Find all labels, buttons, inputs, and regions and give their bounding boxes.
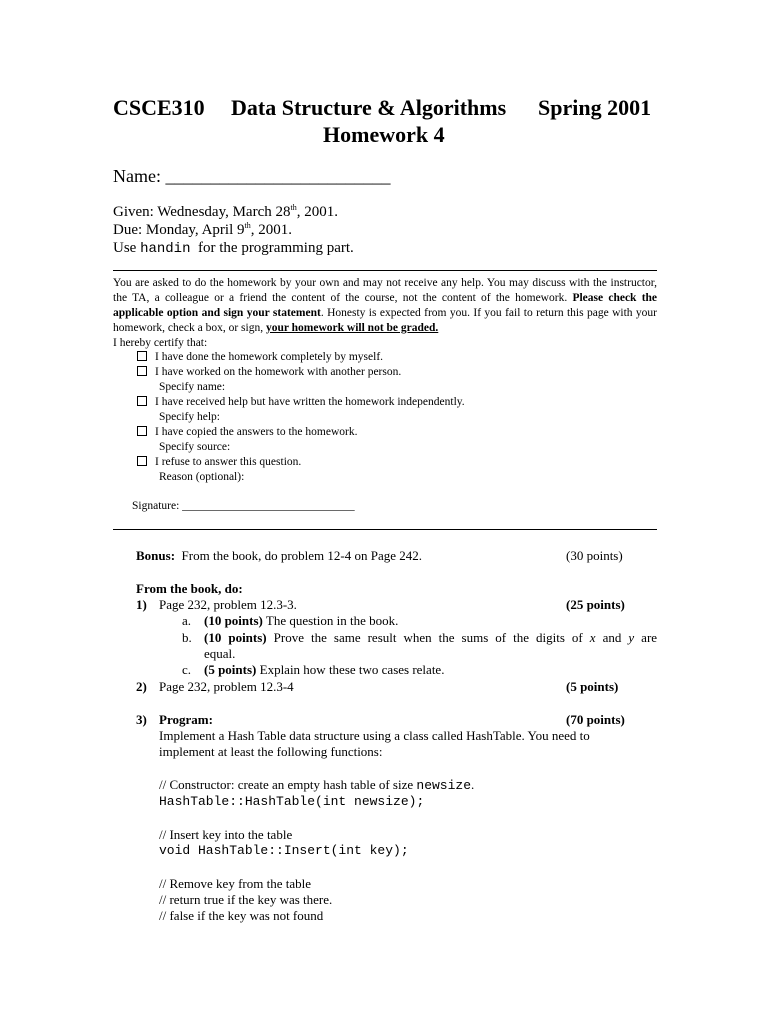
option-self[interactable]: I have done the homework completely by myself. <box>137 351 383 363</box>
divider-top <box>113 270 657 271</box>
problem-3-desc-1: Implement a Hash Table data structure using a class called HashTable. You need to <box>159 728 590 743</box>
remove-comment-1: // Remove key from the table <box>159 876 311 891</box>
remove-comment-2: // return true if the key was there. <box>159 892 333 907</box>
specify-name-label: Specify name: <box>159 381 226 393</box>
checkbox[interactable] <box>137 351 147 361</box>
checkbox[interactable] <box>137 426 147 436</box>
option-copied[interactable]: I have copied the answers to the homework. <box>137 426 357 438</box>
problem-2-text: Page 232, problem 12.3-4 <box>159 679 294 694</box>
bonus-points: (30 points) <box>566 548 623 563</box>
part-b-label: b. <box>182 630 192 645</box>
problem-1-points: (25 points) <box>566 597 625 612</box>
problem-3-number: 3) <box>136 712 147 727</box>
part-c-label: c. <box>182 662 192 677</box>
problem-3-label: Program: <box>159 712 213 727</box>
checkbox[interactable] <box>137 396 147 406</box>
problem-3-desc-2: implement at least the following functions: <box>159 744 383 759</box>
divider-bottom <box>113 529 657 530</box>
checkbox[interactable] <box>137 456 147 466</box>
certify-label: I hereby certify that: <box>113 337 208 349</box>
part-a-text: (10 points) The question in the book. <box>204 613 399 628</box>
remove-comment-3: // false if the key was not found <box>159 908 324 923</box>
reason-label: Reason (optional): <box>159 471 245 483</box>
problem-2-number: 2) <box>136 679 147 694</box>
part-a-label: a. <box>182 613 192 628</box>
constructor-comment: // Constructor: create an empty hash table of size newsize. <box>159 777 475 793</box>
specify-source-label: Specify source: <box>159 441 231 453</box>
part-c-text: (5 points) Explain how these two cases relate. <box>204 662 445 677</box>
option-received-help[interactable]: I have received help but have written the homework independently. <box>137 396 465 408</box>
term: Spring 2001 <box>538 95 652 120</box>
insert-code: void HashTable::Insert(int key); <box>159 843 409 858</box>
signature-line: Signature: ______________________________ <box>132 500 355 512</box>
problem-1-number: 1) <box>136 597 147 612</box>
name-line: Name: _________________________ <box>113 166 391 186</box>
handin-command: handin <box>140 241 191 257</box>
bonus-line: Bonus: From the book, do problem 12-4 on Page 242. <box>136 548 423 563</box>
constructor-code: HashTable::HashTable(int newsize); <box>159 794 425 809</box>
problem-2-points: (5 points) <box>566 679 619 694</box>
handin-note: Use handin for the programming part. <box>113 240 354 257</box>
option-refuse[interactable]: I refuse to answer this question. <box>137 456 301 468</box>
course-title: Data Structure & Algorithms <box>231 95 507 120</box>
problems-heading: From the book, do: <box>136 581 243 596</box>
part-b-text-cont: equal. <box>204 646 236 661</box>
not-graded-warning: your homework will not be graded. <box>265 322 439 334</box>
homework-title: Homework 4 <box>323 122 445 147</box>
problem-3-points: (70 points) <box>566 712 625 727</box>
insert-comment: // Insert key into the table <box>159 827 293 842</box>
problem-1-text: Page 232, problem 12.3-3. <box>159 597 297 612</box>
honor-statement: You are asked to do the homework by your own and may not receive any help. You may discuss with the instructor, the TA, a colleague or a friend the content of the course, not the content of the homework. Please check the applicable option and sign your statement. Honesty is expected from you. If you fail to return this page with your homework, check a box, or sign, your homework will not be graded. <box>113 277 658 334</box>
part-b-text: (10 points) Prove the same result when the sums of the digits of x and y are <box>204 630 658 645</box>
option-with-person[interactable]: I have worked on the homework with another person. <box>137 366 401 378</box>
specify-help-label: Specify help: <box>159 411 220 423</box>
course-code: CSCE310 <box>113 95 205 120</box>
given-date: Given: Wednesday, March 28th, 2001. <box>113 203 338 220</box>
due-date: Due: Monday, April 9th, 2001. <box>113 221 292 238</box>
checkbox[interactable] <box>137 366 147 376</box>
